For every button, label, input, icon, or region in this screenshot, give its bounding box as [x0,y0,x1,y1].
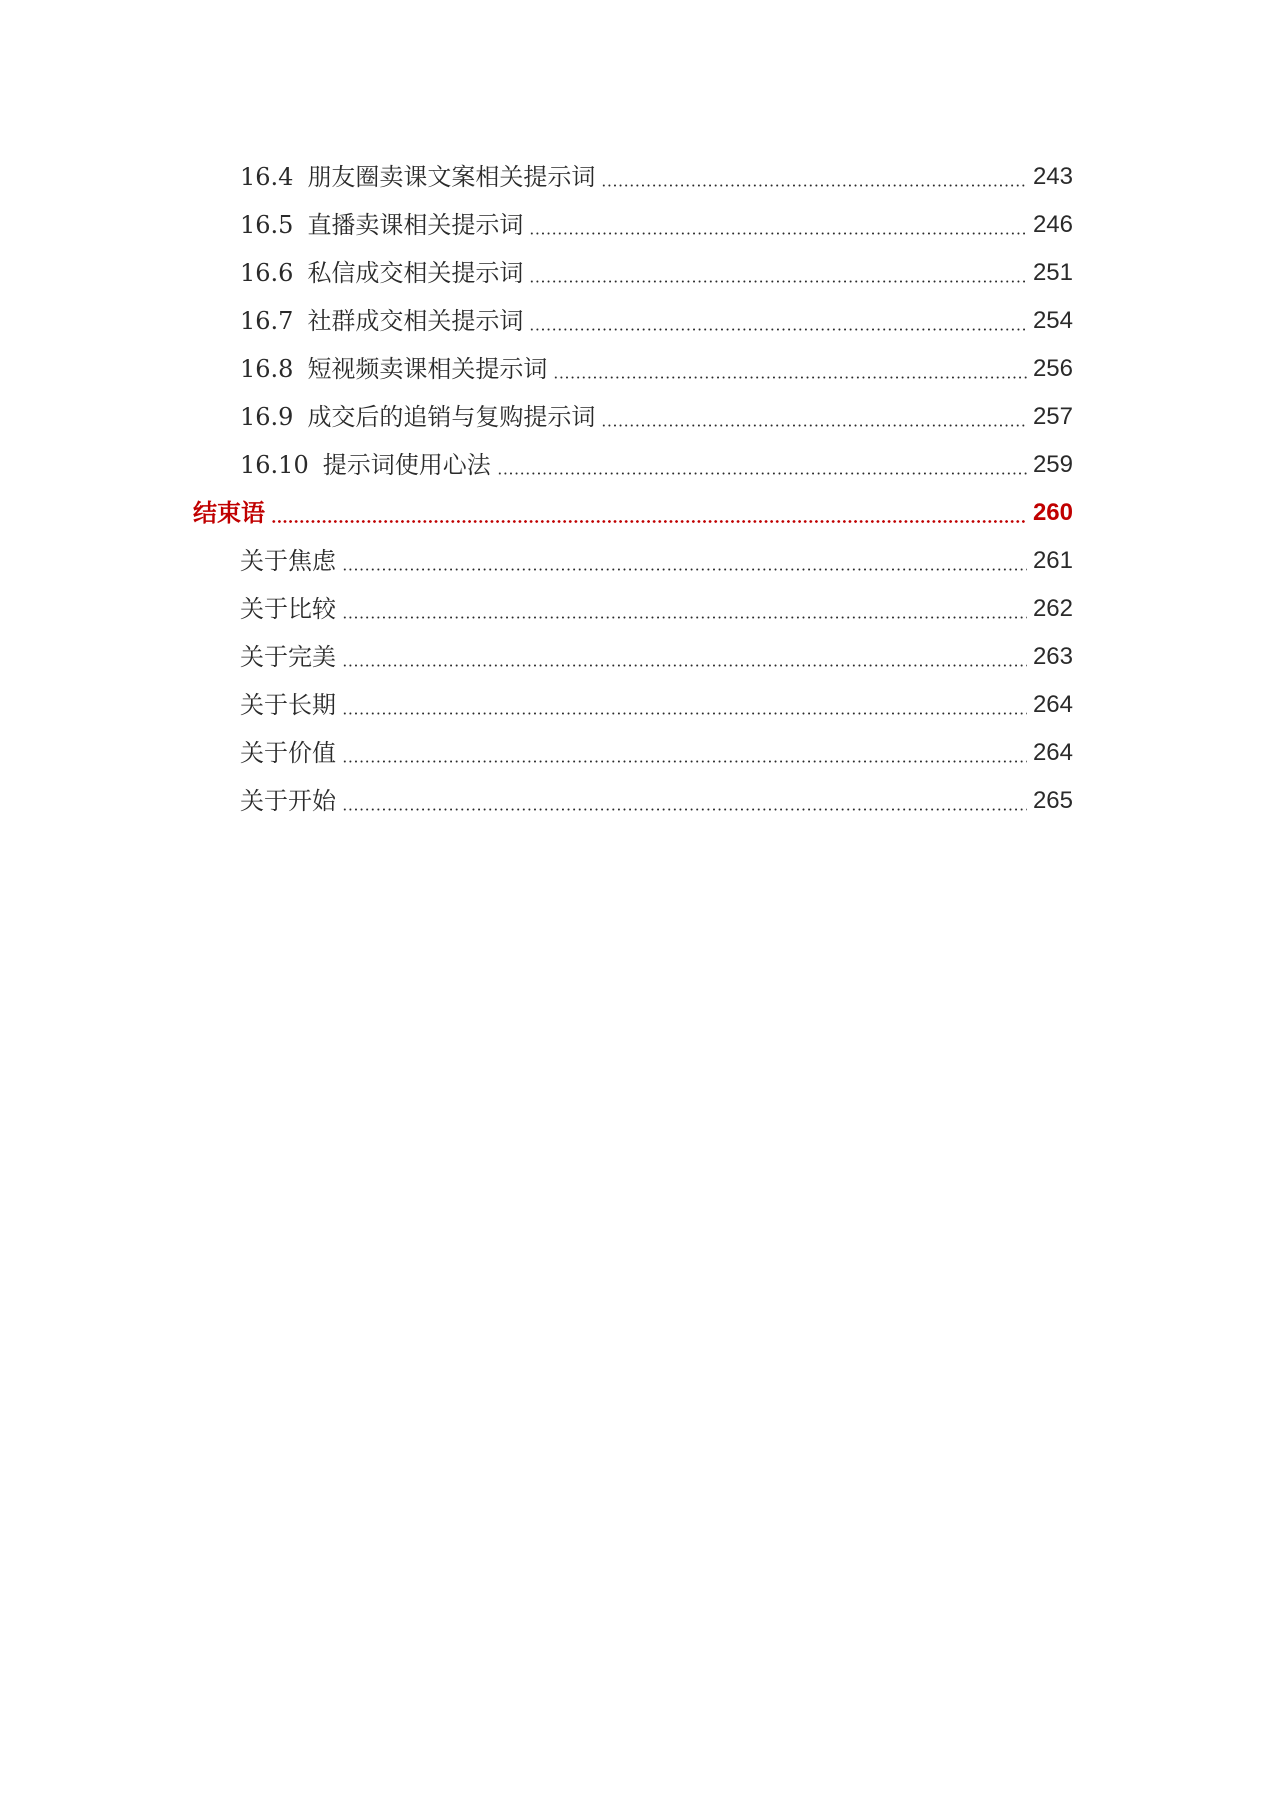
toc-entry-page: 265 [1032,787,1073,814]
toc-entry-number: 16.4 [240,163,294,191]
toc-chapter-page: 260 [1032,499,1073,526]
toc-entry-page: 261 [1032,547,1073,574]
dot-leader [342,616,1027,619]
toc-entry-label: 社群成交相关提示词 [307,307,524,335]
toc-entry-16-8[interactable] [0,345,1273,393]
toc-entry-page: 264 [1032,739,1073,766]
dot-leader [342,664,1027,667]
toc-entry-page: 256 [1032,355,1073,382]
dot-leader [271,520,1027,523]
dot-leader [342,760,1027,763]
dot-leader [601,424,1027,427]
toc-entry-title [240,405,595,429]
toc-entry-page: 264 [1032,691,1073,718]
toc-entry-16-9[interactable] [0,393,1273,441]
toc-entry-page: 257 [1032,403,1073,430]
toc-entry-title [240,453,491,477]
toc-entry-label: 提示词使用心法 [322,451,491,479]
toc-entry-title [240,357,547,381]
toc-entry-perfection[interactable] [0,633,1273,681]
toc-entry-title [240,261,523,285]
toc-entry-label: 私信成交相关提示词 [307,259,524,287]
toc-entry-title [240,213,523,237]
toc-entry-label: 关于焦虑 [240,547,336,575]
dot-leader [529,280,1027,283]
toc-entry-page: 246 [1032,211,1073,238]
toc-entry-number: 16.8 [240,355,294,383]
toc-entry-label: 朋友圈卖课文案相关提示词 [307,163,596,191]
toc-entry-16-7[interactable] [0,297,1273,345]
toc-entry-label: 关于完美 [240,643,336,671]
toc-chapter-epilogue[interactable] [0,489,1273,537]
dot-leader [601,184,1027,187]
toc-entry-label: 成交后的追销与复购提示词 [307,403,596,431]
toc-entry-page: 263 [1032,643,1073,670]
toc-chapter-title: 结束语 [193,498,265,527]
dot-leader [342,808,1027,811]
toc-entry-label: 直播卖课相关提示词 [307,211,524,239]
dot-leader [342,568,1027,571]
toc-entry-page: 254 [1032,307,1073,334]
toc-entry-16-10[interactable] [0,441,1273,489]
dot-leader [553,376,1027,379]
toc-entry-number: 16.5 [240,211,294,239]
dot-leader [529,232,1027,235]
toc-entry-value[interactable] [0,729,1273,777]
toc-entry-title [240,165,595,189]
toc-entry-number: 16.10 [240,451,309,479]
table-of-contents [0,153,1273,825]
toc-entry-anxiety[interactable] [0,537,1273,585]
toc-entry-label: 关于开始 [240,787,336,815]
toc-entry-label: 关于价值 [240,739,336,767]
toc-entry-label: 关于比较 [240,595,336,623]
toc-entry-page: 259 [1032,451,1073,478]
toc-entry-page: 262 [1032,595,1073,622]
dot-leader [497,472,1027,475]
toc-entry-page: 251 [1032,259,1073,286]
dot-leader [342,712,1027,715]
dot-leader [529,328,1027,331]
toc-entry-16-4[interactable] [0,153,1273,201]
toc-entry-16-5[interactable] [0,201,1273,249]
toc-entry-title [240,309,523,333]
toc-entry-number: 16.9 [240,403,294,431]
toc-entry-number: 16.7 [240,307,294,335]
toc-entry-page: 243 [1032,163,1073,190]
toc-entry-beginning[interactable] [0,777,1273,825]
toc-entry-label: 关于长期 [240,691,336,719]
toc-entry-comparison[interactable] [0,585,1273,633]
toc-entry-16-6[interactable] [0,249,1273,297]
toc-entry-label: 短视频卖课相关提示词 [307,355,548,383]
toc-entry-number: 16.6 [240,259,294,287]
toc-entry-long-term[interactable] [0,681,1273,729]
